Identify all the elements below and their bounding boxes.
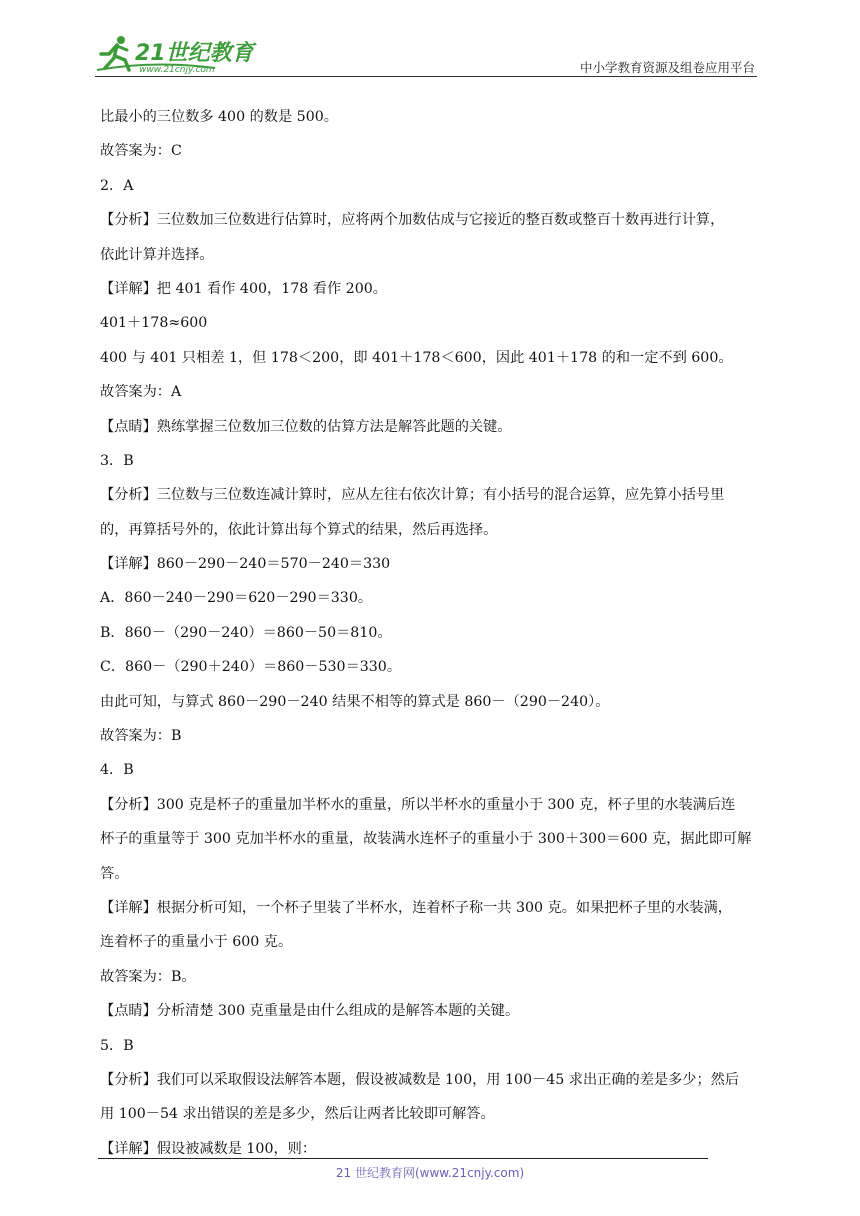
text-line: 【分析】三位数与三位数连减计算时，应从左往右依次计算；有小括号的混合运算，应先算小括号里: [100, 487, 725, 504]
text-line: 5．B: [100, 1037, 134, 1054]
text-line: 401＋178≈600: [100, 315, 208, 332]
text-line: 比最小的三位数多 400 的数是 500。: [100, 109, 338, 125]
text-line: 由此可知，与算式 860－290－240 结果不相等的算式是 860－（290－240）。: [100, 693, 610, 710]
page-header: [95, 30, 757, 78]
site-logo: [95, 34, 265, 74]
text-line: 【点睛】分析清楚 300 克重量是由什么组成的是解答本题的关键。: [100, 1003, 520, 1020]
text-line: 故答案为：B: [100, 728, 182, 745]
text-line: 的，再算括号外的，依此计算出每个算式的结果，然后再选择。: [100, 521, 498, 538]
text-line: 【详解】假设被减数是 100，则：: [100, 1140, 317, 1157]
text-line: 连着杯子的重量小于 600 克。: [100, 934, 293, 951]
text-line: A．860－240－290＝620－290＝330。: [100, 590, 373, 607]
text-line: 杯子的重量等于 300 克加半杯水的重量，故装满水连杯子的重量小于 300＋300＝600 克，据此即可解: [100, 831, 752, 848]
footer-link[interactable]: 21 世纪教育网(www.21cnjy.com): [335, 1166, 525, 1180]
text-line: 【分析】三位数加三位数进行估算时，应将两个加数估成与它接近的整百数或整百十数再进行计算，: [100, 212, 725, 229]
text-line: 故答案为：A: [100, 384, 182, 401]
text-line: 400 与 401 只相差 1，但 178＜200，即 401＋178＜600，因此 401＋178 的和一定不到 600。: [100, 349, 733, 366]
logo-text: 21世纪教育: [135, 41, 254, 66]
text-line: 【详解】根据分析可知，一个杯子里装了半杯水，连着杯子称一共 300 克。如果把杯子里的水装满，: [100, 899, 732, 916]
text-line: 【点睛】熟练掌握三位数加三位数的估算方法是解答此题的关键。: [100, 418, 512, 435]
text-line: 3．B: [100, 452, 134, 469]
text-line: 答。: [100, 865, 129, 882]
platform-name: 中小学教育资源及组卷应用平台: [579, 60, 755, 75]
logo-url: www.21cnjy.com: [139, 65, 215, 74]
text-line: 2．A: [100, 177, 134, 194]
text-line: 【详解】860－290－240＝570－240＝330: [100, 556, 391, 573]
text-line: 【详解】把 401 看作 400，178 看作 200。: [100, 280, 387, 297]
runner-logo-icon: [95, 34, 265, 74]
text-line: 【分析】我们可以采取假设法解答本题，假设被减数是 100，用 100－45 求出正确的差是多少；然后: [100, 1071, 740, 1088]
text-line: C．860－（290＋240）＝860－530＝330。: [100, 659, 402, 676]
footer-divider: [98, 1158, 708, 1159]
text-line: 用 100－54 求出错误的差是多少，然后让两者比较即可解答。: [100, 1106, 495, 1123]
text-line: 故答案为：C: [100, 143, 182, 160]
text-line: 依此计算并选择。: [100, 246, 214, 263]
text-line: 4．B: [100, 762, 134, 779]
text-line: B．860－（290－240）＝860－50＝810。: [100, 624, 392, 641]
answer-content: [100, 100, 760, 1166]
text-line: 故答案为：B。: [100, 968, 196, 985]
header-divider: [95, 76, 757, 77]
text-line: 【分析】300 克是杯子的重量加半杯水的重量，所以半杯水的重量小于 300 克，杯子里的水装满后连: [100, 796, 736, 813]
